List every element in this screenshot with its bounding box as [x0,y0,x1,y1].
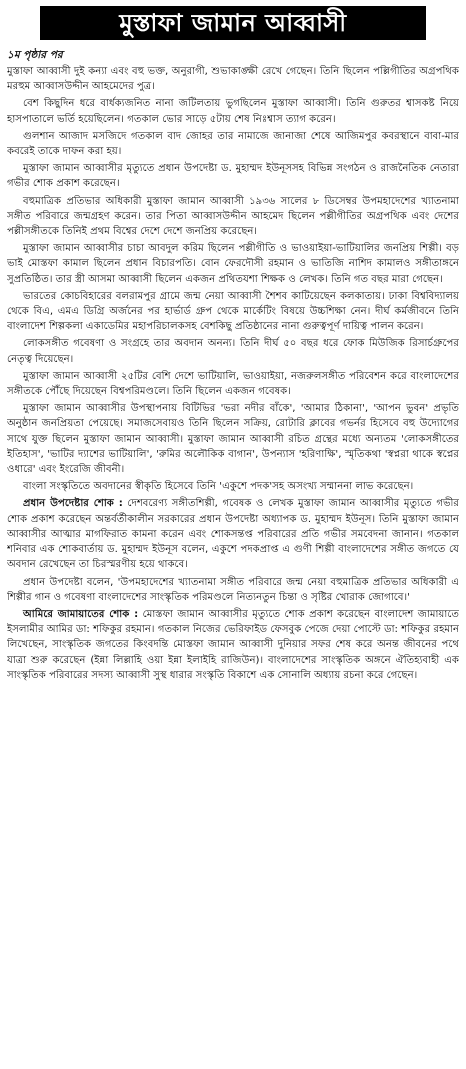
headline-banner [40,6,426,40]
article-paragraph: আমিরে জামায়াতের শোক : মোস্তফা জামান আব্বাসীর মৃত্যুতে শোক প্রকাশ করেছেন বাংলাদেশ জামায়াতে ইসলামীর আমির ডা: শফিকুর রহমান। গতকাল নিজের ভেরিফাইড ফেসবুক পেজে দেয়া পোস্টে ডা: শফিকুর রহমান লিখেছেন, সাংস্কৃতিক জগতের কিংবদন্তি মোস্তফা জামান আব্বাসী দুনিয়ার সফর শেষ করে অনন্ত জীবনের পথে যাত্রা শুরু করেছেন (ইন্না লিল্লাহি ওয়া ইন্না ইলাইহি রাজিউন)। বাংলাদেশের সাংস্কৃতিক অঙ্গনে ঐতিহ্যবাহী এক সাংস্কৃতিক পরিবারের সদস্য আব্বাসী সুস্থ ধারার সংস্কৃতি বিকাশে এক সোনালি অধ্যায় রচনা করে গেছেন। [7,608,459,681]
paragraph-lead: আমিরে জামায়াতের শোক : [23,608,139,620]
article-paragraph: বাংলা সংস্কৃতিতে অবদানের স্বীকৃতি হিসেবে তিনি 'একুশে পদক'সহ অসংখ্য সম্মাননা লাভ করেছেন। [23,481,414,493]
continued-from-note: ১ম পৃষ্ঠার পর [7,49,63,61]
article-paragraph: মুস্তাফা আব্বাসী দুই কন্যা এবং বহু ভক্ত, অনুরাগী, শুভাকাঙ্ক্ষী রেখে গেছেন। তিনি ছিলেন পল্লিগীতির অগ্রপথিক মরহুম আব্বাসউদ্দীন আহমেদের পুত্র। [7,66,459,93]
article-paragraph: বহুমাত্রিক প্রতিভার অধিকারী মুস্তাফা জামান আব্বাসী ১৯৩৬ সালের ৮ ডিসেম্বর উপমহাদেশের খ্যাতনামা সঙ্গীত পরিবারে জন্মগ্রহণ করেন। তার পিতা আব্বাসউদ্দীন আহমেদ ছিলেন পল্লীগীতির অগ্রপথিক এবং দেশের পল্লীসঙ্গীতকে তিনিই প্রথম বিশ্বের দেশে দেশে জনপ্রিয় করেছেন। [7,195,459,238]
article-paragraph: মুস্তাফা জামান আব্বাসীর মৃত্যুতে প্রধান উপদেষ্টা ড. মুহাম্মদ ইউনূসসহ বিভিন্ন সংগঠন ও রাজনৈতিক নেতারা গভীর শোক প্রকাশ করেছেন। [7,163,459,190]
article-paragraph: ভারতের কোচবিহারের বলরামপুর গ্রামে জন্ম নেয়া আব্বাসী শৈশব কাটিয়েছেন কলকাতায়। ঢাকা বিশ্ববিদ্যালয় থেকে বিএ, এমএ ডিগ্রি অর্জনের পর হার্ভার্ড গ্রুপ থেকে মার্কেটিং বিষয়ে উচ্চশিক্ষা নেন। দীর্ঘ কর্মজীবনে তিনি বাংলাদেশ শিল্পকলা একাডেমির মহাপরিচালকসহ বেশকিছু প্রতিষ্ঠানের নানা গুরুত্বপূর্ণ দায়িত্ব পালন করেন। [7,290,459,333]
article-body [7,48,459,1063]
article-paragraph: গুলশান আজাদ মসজিদে গতকাল বাদ জোহর তার নামাজে জানাজা শেষে আজিমপুর কবরস্থানে বাবা-মার কবরেই তাকে দাফন করা হয়। [7,130,459,158]
article-paragraph: বেশ কিছুদিন ধরে বার্ধক্যজনিত নানা জটিলতায় ভুগছিলেন মুস্তাফা আব্বাসী। তিনি গুরুতর শ্বাসকষ্ট নিয়ে হাসপাতালে ভর্তি হয়েছিলেন। গতকাল ভোর সাড়ে ৫টায় শেষ নিঃশ্বাস ত্যাগ করেন। [7,98,459,125]
article-paragraph: প্রধান উপদেষ্টার শোক : দেশবরেণ্য সঙ্গীতশিল্পী, গবেষক ও লেখক মুস্তাফা জামান আব্বাসীর মৃত্যুতে গভীর শোক প্রকাশ করেছেন অন্তর্বর্তীকালীন সরকারের প্রধান উপদেষ্টা অধ্যাপক ড. মুহাম্মদ ইউনূস। তিনি মুস্তাফা জামান আব্বাসীর আত্মার মাগফিরাত কামনা করেন এবং শোকসন্তপ্ত পরিবারের প্রতি গভীর সমবেদনা জানান। গতকাল শনিবার এক শোকবার্তায় ড. মুহাম্মদ ইউনূস বলেন, একুশে পদকপ্রাপ্ত এ গুণী শিল্পী বাংলাদেশের সঙ্গীত জগতে যে অবদান রেখেছেন তা চিরস্মরণীয় হয়ে থাকবে। [7,498,459,571]
headline: মুস্তাফা জামান আব্বাসী [119,9,347,37]
article-paragraph: মুস্তাফা জামান আব্বাসীর উপস্থাপনায় বিটিভির 'ভরা নদীর বাঁকে', 'আমার ঠিকানা', 'আপন ভুবন' প্রভৃতি অনুষ্ঠান জনপ্রিয়তা পেয়েছে। সমাজসেবায়ও তিনি ছিলেন সক্রিয়, রোটারি ক্লাবের গভর্নর হিসেবে বহু উদ্যোগের সাথে যুক্ত ছিলেন মুস্তাফা জামান আব্বাসী। মুস্তাফা জামান আব্বাসী রচিত গ্রন্থের মধ্যে অন্যতম 'লোকসঙ্গীতের ইতিহাস', 'ভাটির দ্যাশের ভাটিয়ালি', 'রুমির অলৌকিক বাগান', উপন্যাস 'হরিণাক্ষি', স্মৃতিকথা 'স্বপ্নরা থাকে স্বপ্নের ওধারে' এবং ইংরেজি জীবনী। [7,403,459,476]
paragraph-lead: প্রধান উপদেষ্টার শোক : [23,498,123,510]
article-paragraph: প্রধান উপদেষ্টা বলেন, 'উপমহাদেশের খ্যাতনামা সঙ্গীত পরিবারে জন্ম নেয়া বহুমাত্রিক প্রতিভার অধিকারী এ শিল্পীর গান ও গবেষণা বাংলাদেশের সাংস্কৃতিক পরিমণ্ডলে নিত্যনতুন চিন্তা ও সৃষ্টির খোরাক জোগাবে।' [7,576,459,603]
article-paragraph: মুস্তাফা জামান আব্বাসী ২৫টির বেশি দেশে ভাটিয়ালি, ভাওয়াইয়া, নজরুলসঙ্গীত পরিবেশন করে বাংলাদেশের সঙ্গীতকে পৌঁছে দিয়েছেন বিশ্বপরিমণ্ডলে। তিনি ছিলেন একজন গবেষক। [7,370,459,398]
article-paragraph: মুস্তাফা জামান আব্বাসীর চাচা আবদুল করিম ছিলেন পল্লীগীতি ও ভাওয়াইয়া-ভাটিয়ালির জনপ্রিয় শিল্পী। বড় ভাই মোস্তফা কামাল ছিলেন প্রধান বিচারপতি। বোন ফেরদৌসী রহমান ও ভাতিজি নাশিদ কামালও সঙ্গীতাঙ্গনে সুপ্রতিষ্ঠিত। তার স্ত্রী আসমা আব্বাসী ছিলেন একজন প্রথিতযশা শিক্ষক ও লেখক। তিনি গত বছর মারা গেছেন। [7,243,459,285]
article-paragraph: লোকসঙ্গীত গবেষণা ও সংগ্রহে তার অবদান অনন্য। তিনি দীর্ঘ ৫০ বছর ধরে ফোক মিউজিক রিসার্চগ্রুপের নেতৃত্ব দিয়েছেন। [7,338,459,365]
